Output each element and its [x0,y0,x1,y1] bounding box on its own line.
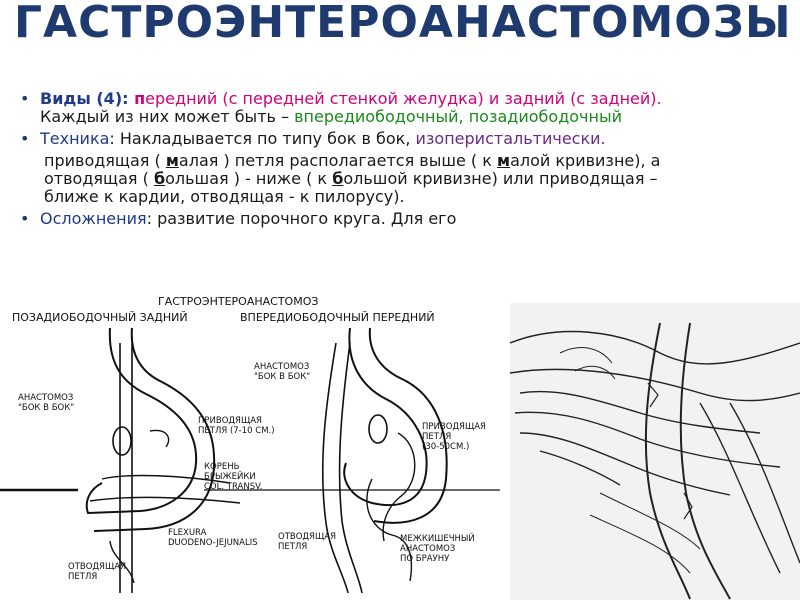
bullet-technique [20,130,710,148]
right-afferent-label: (30-50СМ.) [422,442,470,452]
right-efferent-label: ОТВОДЯЩАЯ [278,532,336,542]
technique-text-b: изоперистальтически. [415,129,606,148]
detail-part: алая ) петля располагается выше ( к [178,151,497,170]
left-efferent-label: ОТВОДЯЩАЯ [68,562,126,572]
types-text-b: Каждый из них может быть – [40,107,295,126]
technique-label: Техника [40,129,110,148]
detail-part: приводящая ( [44,151,166,170]
right-anastomosis-label: "БОК В БОК" [254,372,311,382]
detail-part: ольшая ) - ниже ( к [165,169,333,188]
right-afferent-label: ПРИВОДЯЩАЯ [422,422,486,432]
flexura-label: DUODENO-JEJUNALIS [168,538,258,548]
types-text-c: впередиободочный, позадиободочный [294,107,622,126]
detail-underlined: б [153,169,166,188]
complications-label: Осложнения [40,209,147,228]
right-anastomosis-label: АНАСТОМОЗ [254,362,310,372]
technique-text-a: Накладывается по типу бок в бок, [114,129,416,148]
right-afferent-label: ПЕТЛЯ [422,432,452,442]
slide-body [20,90,710,232]
technique-colon: : [109,129,115,148]
technique-detail [20,152,710,206]
types-text-a: ередний (с передней стенкой желудка) и задний (с задней). [145,89,662,108]
left-afferent-label: ПРИВОДЯЩАЯ [198,416,262,426]
detail-part: ольшой кривизне) или приводящая –ближе к кардии, отводящая - к пилорусу). [44,169,658,206]
mesentery-root-label: БРЫЖЕЙКИ [204,472,256,482]
mesentery-root-label: COL. TRANSV. [204,482,263,492]
detail-underlined: м [165,151,179,170]
mesentery-root-label: КОРЕНЬ [204,462,240,472]
anatomy-illustration [510,303,800,600]
left-diagram-title: ПОЗАДИОБОДОЧНЫЙ ЗАДНИЙ [12,311,188,324]
types-first-letter: п [128,89,146,108]
right-diagram-title: ВПЕРЕДИОБОДОЧНЫЙ ПЕРЕДНИЙ [240,311,435,324]
bullet-dot: • [20,89,30,108]
braun-anastomosis-label: МЕЖКИШЕЧНЫЙ [400,534,475,544]
figure-heading: ГАСТРОЭНТЕРОАНАСТОМОЗ [158,295,319,308]
left-anastomosis-label: "БОК В БОК" [18,403,75,413]
anastomosis-figure [0,283,800,600]
left-anastomosis-label: АНАСТОМОЗ [18,393,74,403]
braun-anastomosis-label: АНАСТОМОЗ [400,544,456,554]
bullet-types [20,90,710,126]
braun-anastomosis-label: ПО БРАУНУ [400,554,450,564]
right-efferent-label: ПЕТЛЯ [278,542,308,552]
detail-part: алой кривизне), а отводящая ( [44,151,661,188]
bullet-complications [20,210,710,228]
detail-underlined: б [332,169,344,188]
left-efferent-label: ПЕТЛЯ [68,572,98,582]
slide-title: ГАСТРОЭНТЕРОАНАСТОМОЗЫ [14,0,792,48]
bullet-dot: • [20,209,30,228]
complications-text: : развитие порочного круга. Для его [146,209,457,228]
left-afferent-label: ПЕТЛЯ (7-10 СМ.) [198,426,275,436]
bullet-dot: • [20,129,30,148]
flexura-label: FLEXURA [168,528,207,538]
types-label: Виды (4): [40,89,129,108]
detail-underlined: м [497,151,511,170]
